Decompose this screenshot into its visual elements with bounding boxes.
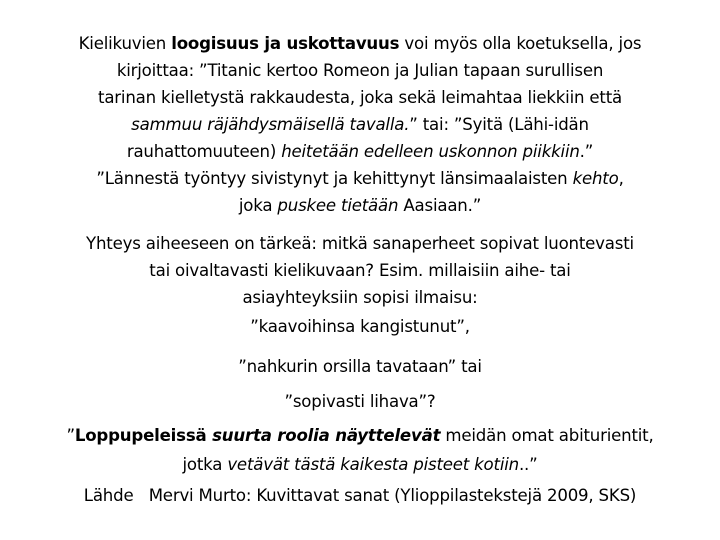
bold-italic-phrase: suurta roolia näyttelevät	[212, 426, 441, 445]
paragraph-2-line-5: ”nahkurin orsilla tavataan” tai	[238, 357, 482, 376]
italic-phrase: vetävät tästä kaikesta pisteet kotiin	[227, 455, 519, 474]
paragraph-1-line-6	[0, 169, 720, 189]
paragraph-3-line-2	[0, 455, 720, 475]
paragraph-1-line-1	[0, 34, 720, 54]
paragraph-2-line-3: asiayhteyksiin sopisi ilmaisu:	[242, 288, 478, 307]
paragraph-1-line-4	[0, 115, 720, 135]
paragraph-2-line-2: tai oivaltavasti kielikuvaan? Esim. millaisiin aihe- tai	[149, 261, 571, 280]
italic-phrase: kehto	[572, 169, 619, 188]
text-span: Kielikuvien	[78, 34, 172, 53]
text-span: joka	[238, 196, 278, 215]
text-span: ”Lännestä työntyy sivistynyt ja kehittynyt länsimaalaisten	[96, 169, 573, 188]
bold-phrase: Loppupeleissä	[74, 426, 213, 445]
paragraph-2-line-1: Yhteys aiheeseen on tärkeä: mitkä sanaperheet sopivat luontevasti	[86, 234, 634, 253]
paragraph-1-line-3: tarinan kielletystä rakkaudesta, joka sekä leimahtaa liekkiin että	[98, 88, 622, 107]
text-span: ” tai: ”Syitä (Lähi-idän	[409, 115, 589, 134]
source-citation: Lähde Mervi Murto: Kuvittavat sanat (Ylioppilastekstejä 2009, SKS)	[83, 486, 637, 505]
italic-phrase: sammuu räjähdysmäisellä tavalla.	[131, 115, 410, 134]
paragraph-2-line-6: ”sopivasti lihava”?	[284, 392, 436, 411]
text-span: ,	[618, 169, 624, 188]
text-span: meidän omat abiturientit,	[440, 426, 654, 445]
paragraph-1-line-7	[0, 196, 720, 216]
text-span: rauhattomuuteen)	[126, 142, 282, 161]
text-span: Aasiaan.”	[398, 196, 482, 215]
paragraph-1-line-5	[0, 142, 720, 162]
text-span: voi myös olla koetuksella, jos	[399, 34, 642, 53]
text-span: .”	[579, 142, 594, 161]
italic-phrase: puskee tietään	[277, 196, 399, 215]
paragraph-3-line-1	[0, 426, 720, 446]
text-span: jotka	[182, 455, 228, 474]
paragraph-1-line-2: kirjoittaa: ”Titanic kertoo Romeon ja Julian tapaan surullisen	[116, 61, 604, 80]
text-span: ”	[66, 426, 75, 445]
italic-phrase: heitetään edelleen uskonnon piikkiin	[281, 142, 580, 161]
text-span: ..”	[518, 455, 538, 474]
bold-phrase: loogisuus ja uskottavuus	[171, 34, 400, 53]
paragraph-2-line-4: ”kaavoihinsa kangistunut”,	[250, 317, 470, 336]
